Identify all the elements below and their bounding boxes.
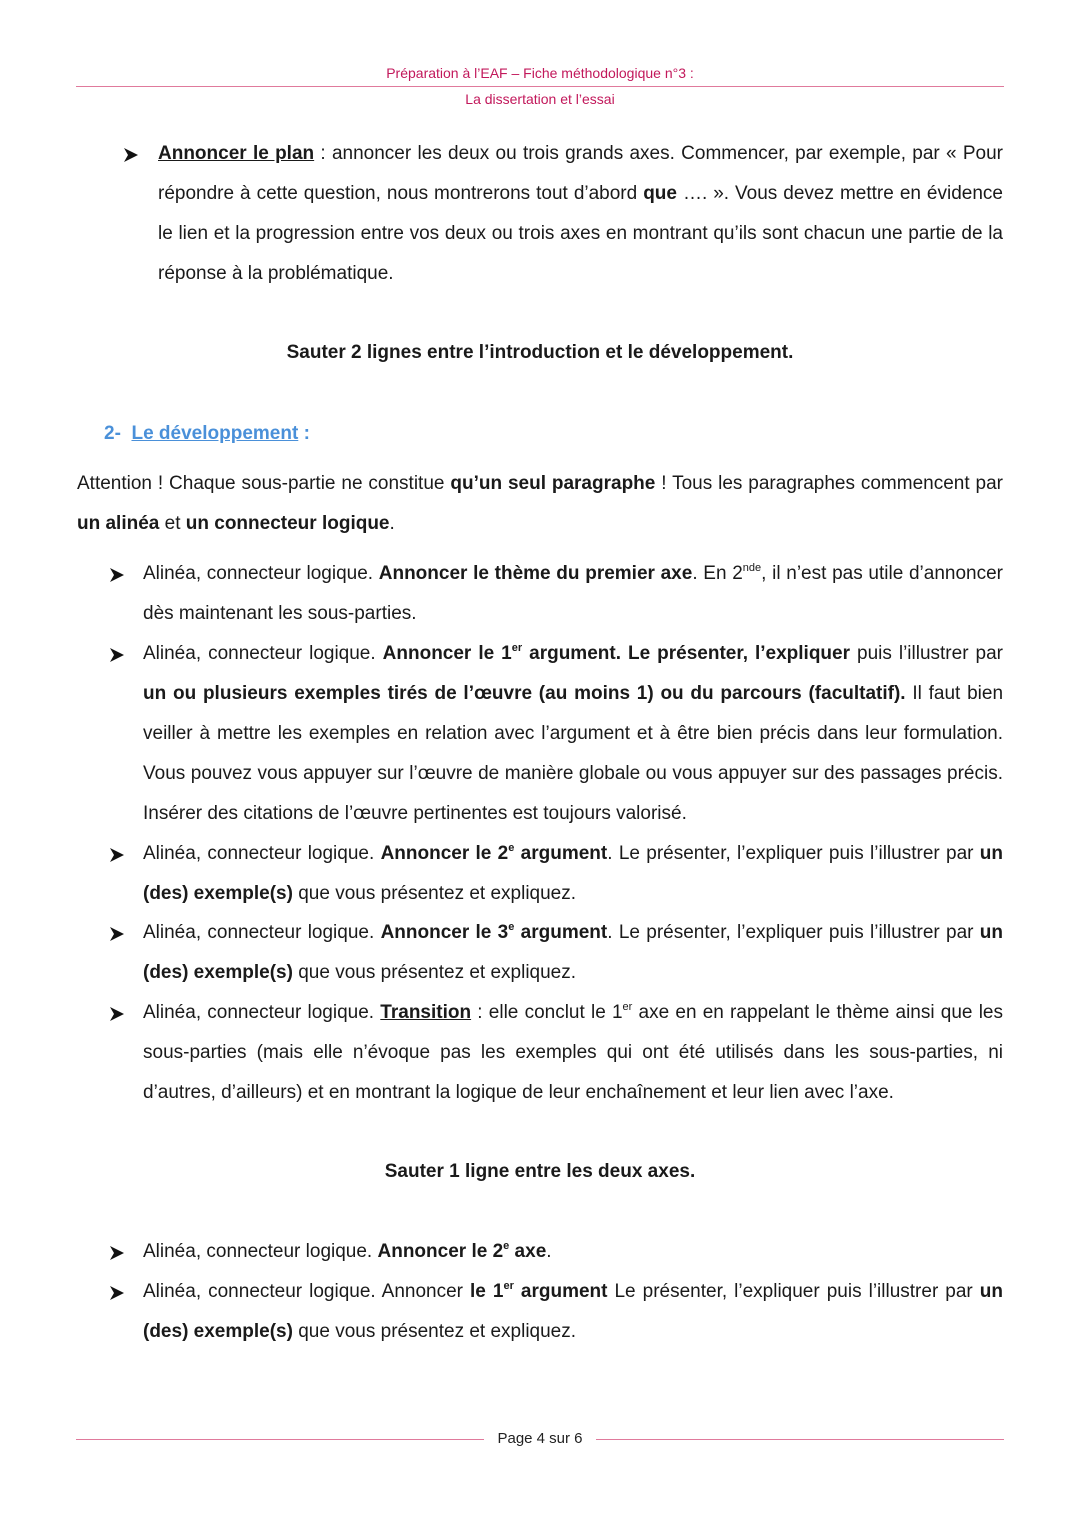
item-text: que vous présentez et expliquez. — [292, 962, 577, 983]
attention-paragraph — [77, 464, 1003, 544]
item-text: . Le présenter, l’expliquer puis l’illustrer par — [607, 843, 980, 864]
item-sup: er — [503, 1280, 514, 1292]
item-bold: Annoncer le thème du premier axe — [378, 563, 693, 584]
item-text: Alinéa, connecteur logique. — [143, 843, 381, 864]
item-text: , il n’est pas utile d’annoncer dès maintenant les sous-parties. — [143, 563, 1003, 624]
item-bold: Annoncer le 2 — [377, 1241, 504, 1262]
item-sup: er — [511, 642, 523, 654]
item-bold: un ou plusieurs exemples tirés de l’œuvre (au moins 1) ou du parcours (facultatif). — [143, 683, 906, 704]
arrow-bullet-icon — [108, 1284, 126, 1302]
item-bold: Annoncer le 2 — [380, 843, 509, 864]
list-item — [143, 834, 1003, 914]
section-heading — [104, 414, 310, 454]
item-sup: e — [508, 842, 515, 854]
attention-bold: qu’un seul paragraphe — [450, 473, 656, 494]
item-bold: argument — [513, 1281, 608, 1302]
plan-text: : annoncer les deux ou trois grands axes. Commencer, par exemple, par « Pour répondre à cette question, nous montrerons tout d’abord — [158, 143, 1003, 204]
plan-label: Annoncer le plan — [158, 143, 315, 164]
attention-text: Attention ! Chaque sous-partie ne constitue — [77, 473, 451, 494]
item-sup: e — [503, 1240, 510, 1252]
item-bold: argument — [514, 843, 608, 864]
item-text: axe en en rappelant le thème ainsi que les sous-parties (mais elle n’évoque pas les exemples qui ont été utilisés dans les sous-parties, ni d’autres, d’ailleurs) et en montrant la logique de leur enchaînement et leur lien avec l’axe. — [143, 1002, 1003, 1103]
attention-text: et — [159, 513, 186, 534]
item-bold: un (des) exemple(s) — [143, 843, 1003, 904]
item-text: Alinéa, connecteur logique. — [143, 563, 379, 584]
arrow-bullet-icon — [108, 646, 126, 664]
skip-one-line-note: Sauter 1 ligne entre les deux axes. — [384, 1161, 696, 1182]
item-bold: argument — [514, 922, 608, 943]
section-title-link[interactable]: Le développement — [131, 423, 299, 444]
list-item — [143, 634, 1003, 834]
item-bold: axe — [509, 1241, 547, 1262]
item-text: Alinéa, connecteur logique. — [143, 643, 383, 664]
item-bold: un (des) exemple(s) — [143, 1281, 1003, 1342]
item-underlined: Transition — [380, 1002, 472, 1023]
list-item — [143, 1272, 1003, 1352]
item-bold: argument. Le présenter, l’expliquer — [522, 643, 850, 664]
item-text: puis l’illustrer par — [850, 643, 1003, 664]
header-rule — [76, 86, 1004, 87]
list-item — [143, 554, 1003, 634]
arrow-bullet-icon — [122, 146, 140, 164]
item-bold: le 1 — [470, 1281, 504, 1302]
section-colon: : — [298, 423, 310, 444]
plan-bold: que — [643, 183, 677, 204]
item-text: que vous présentez et expliquez. — [292, 883, 577, 904]
attention-bold: un connecteur logique — [185, 513, 390, 534]
item-text: Alinéa, connecteur logique. — [143, 1241, 378, 1262]
plan-text-end: …. ». Vous devez mettre en évidence le lien et la progression entre vos deux ou trois axes en montrant qu’ils sont chacun une partie de la réponse à la problématique. — [158, 183, 1003, 284]
header-subtitle: La dissertation et l’essai — [465, 91, 615, 107]
item-text: Alinéa, connecteur logique. Annoncer — [143, 1281, 471, 1302]
arrow-bullet-icon — [108, 846, 126, 864]
skip-two-lines-note: Sauter 2 lignes entre l’introduction et le développement. — [286, 342, 794, 363]
item-text: . En 2 — [692, 563, 743, 584]
item-text: Il faut bien veiller à mettre les exemples en relation avec l’argument et à être bien précis dans leur formulation. Vous pouvez vous appuyer sur l’œuvre de manière globale ou vous appuyer sur des passages précis. Insérer des citations de l’œuvre pertinentes est toujours valorisé. — [143, 683, 1004, 824]
page-number-text: Page 4 sur 6 — [487, 1430, 592, 1447]
arrow-bullet-icon — [108, 566, 126, 584]
attention-bold: un alinéa — [77, 513, 160, 534]
attention-text: ! Tous les paragraphes commencent par — [655, 473, 1003, 494]
item-text: . Le présenter, l’expliquer puis l’illustrer par — [607, 922, 980, 943]
item-text: Alinéa, connecteur logique. — [143, 922, 381, 943]
plan-paragraph — [158, 134, 1003, 294]
arrow-bullet-icon — [108, 1005, 126, 1023]
header-title: Préparation à l’EAF – Fiche méthodologique n°3 : — [386, 65, 694, 81]
item-bold: un (des) exemple(s) — [143, 922, 1003, 983]
item-text: Le présenter, l’expliquer puis l’illustrer par — [607, 1281, 980, 1302]
item-text: . — [546, 1241, 552, 1262]
attention-text: . — [389, 513, 395, 534]
item-text: que vous présentez et expliquez. — [292, 1321, 577, 1342]
list-item — [143, 993, 1003, 1113]
arrow-bullet-icon — [108, 1244, 126, 1262]
section-number: 2- — [104, 423, 121, 444]
item-text: : elle conclut le 1 — [471, 1002, 623, 1023]
item-sup: er — [622, 1001, 633, 1013]
item-bold: Annoncer le 3 — [380, 922, 509, 943]
item-sup: nde — [742, 562, 762, 574]
list-item — [143, 913, 1003, 993]
item-text: Alinéa, connecteur logique. — [143, 1002, 381, 1023]
page-number — [0, 1428, 1080, 1450]
item-bold: Annoncer le 1 — [382, 643, 512, 664]
arrow-bullet-icon — [108, 925, 126, 943]
item-sup: e — [508, 921, 515, 933]
list-item — [143, 1232, 1003, 1272]
